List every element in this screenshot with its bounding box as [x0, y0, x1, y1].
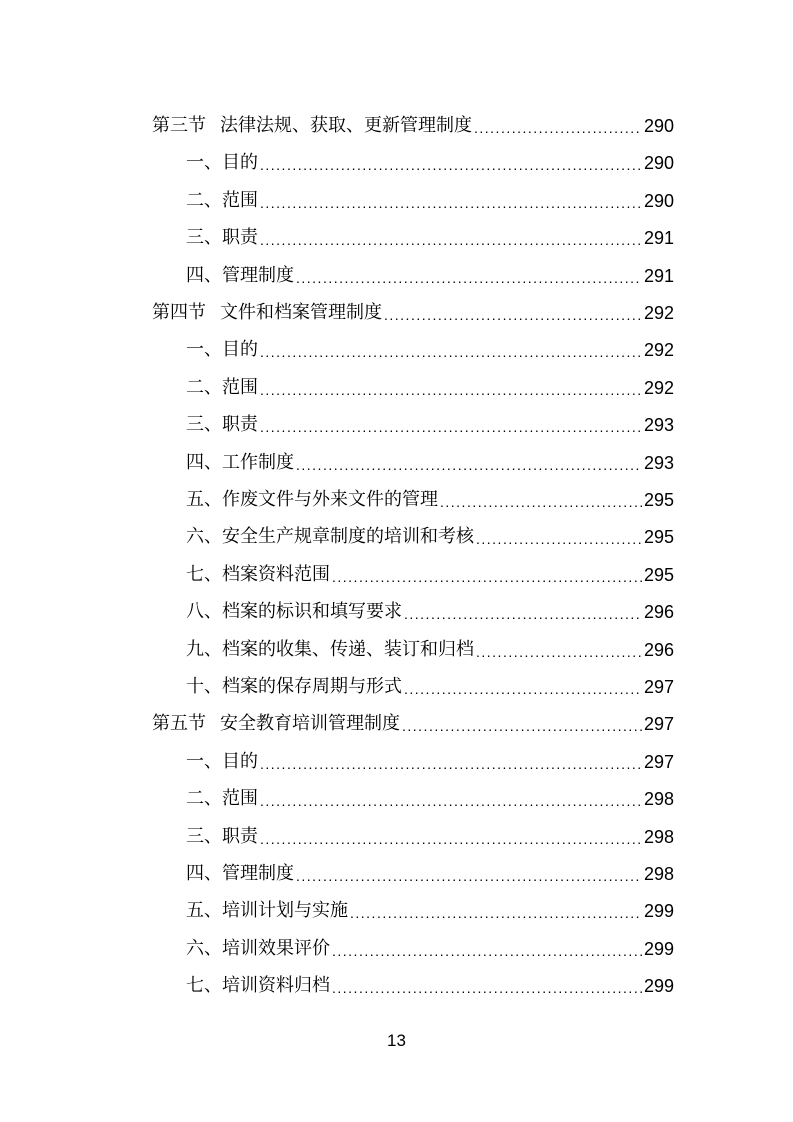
- toc-entry-number: 一、: [186, 750, 222, 772]
- toc-entry-number: 第三节: [152, 115, 206, 136]
- dot-leader: [260, 830, 642, 848]
- toc-entry-number: 九、: [186, 638, 222, 660]
- toc-entry-title: 档案的收集、传递、装订和归档: [222, 638, 474, 660]
- toc-entry-number: 二、: [186, 189, 222, 211]
- toc-item-entry[interactable]: [186, 736, 674, 773]
- toc-item-entry[interactable]: [186, 885, 674, 922]
- toc-entry-title: 目的: [222, 339, 258, 361]
- dot-leader: [476, 530, 642, 548]
- dot-leader: [332, 568, 642, 586]
- dot-leader: [260, 194, 642, 212]
- toc-entry-title: 培训资料归档: [222, 975, 330, 997]
- toc-entry-title: 作废文件与外来文件的管理: [222, 489, 438, 510]
- toc-entry-number: 一、: [186, 339, 222, 361]
- toc-entry-number: 一、: [186, 152, 222, 174]
- dot-leader: [296, 269, 642, 287]
- toc-entry-number: 七、: [186, 563, 222, 585]
- toc-item-entry[interactable]: [186, 773, 674, 810]
- toc-entry-page: 299: [643, 976, 674, 997]
- toc-entry-number: 四、: [186, 264, 222, 286]
- toc-entry-number: 三、: [186, 227, 222, 249]
- toc-item-entry[interactable]: [186, 399, 674, 436]
- toc-item-entry[interactable]: [186, 586, 674, 623]
- toc-entry-title: 范围: [222, 788, 258, 810]
- toc-entry-title: 工作制度: [222, 451, 294, 473]
- toc-entry-page: 296: [643, 602, 674, 623]
- toc-entry-page: 298: [643, 826, 674, 847]
- toc-section-entry[interactable]: [152, 287, 674, 324]
- toc-entry-title: 安全教育培训管理制度: [220, 713, 400, 735]
- toc-entry-title: 管理制度: [222, 863, 294, 884]
- toc-entry-number: 四、: [186, 863, 222, 884]
- toc-entry-page: 298: [643, 864, 674, 884]
- toc-item-entry[interactable]: [186, 212, 674, 249]
- toc-entry-page: 295: [643, 527, 674, 548]
- toc-item-entry[interactable]: [186, 848, 674, 885]
- dot-leader: [332, 979, 642, 997]
- toc-entry-page: 293: [643, 415, 674, 436]
- dot-leader: [440, 493, 642, 511]
- toc-entry-title: 管理制度: [222, 264, 294, 286]
- dot-leader: [296, 456, 642, 474]
- toc-item-entry[interactable]: [186, 474, 674, 511]
- toc-item-entry[interactable]: [186, 549, 674, 586]
- toc-item-entry[interactable]: [186, 437, 674, 474]
- toc-entry-number: 六、: [186, 526, 222, 548]
- toc-entry-number: 二、: [186, 376, 222, 398]
- toc-entry-title: 职责: [222, 227, 258, 249]
- toc-entry-page: 290: [643, 116, 674, 136]
- toc-entry-number: 四、: [186, 451, 222, 473]
- toc-entry-page: 292: [643, 340, 674, 361]
- toc-entry-number: 三、: [186, 825, 222, 847]
- toc-entry-title: 范围: [222, 376, 258, 398]
- toc-section-entry[interactable]: [152, 100, 674, 137]
- toc-entry-page: 292: [643, 303, 674, 323]
- toc-entry-page: 295: [643, 490, 674, 510]
- toc-entry-number: 三、: [186, 414, 222, 436]
- toc-entry-page: 299: [643, 901, 674, 922]
- toc-entry-title: 安全生产规章制度的培训和考核: [222, 526, 474, 548]
- dot-leader: [260, 231, 642, 249]
- toc-item-entry[interactable]: [186, 624, 674, 661]
- toc-entry-title: 目的: [222, 152, 258, 174]
- toc-entry-title: 档案的标识和填写要求: [222, 601, 402, 623]
- toc-entry-page: 291: [643, 265, 674, 286]
- toc-entry-number: 八、: [186, 601, 222, 623]
- toc-entry-title: 目的: [222, 750, 258, 772]
- toc-entry-title: 职责: [222, 414, 258, 436]
- page-number: 13: [387, 1031, 406, 1050]
- toc-entry-page: 290: [643, 190, 674, 211]
- toc-entry-page: 297: [643, 677, 674, 697]
- toc-entry-number: 二、: [186, 788, 222, 810]
- toc-item-entry[interactable]: [186, 250, 674, 287]
- toc-entry-page: 298: [643, 789, 674, 810]
- toc-entry-title: 范围: [222, 189, 258, 211]
- toc-item-entry[interactable]: [186, 661, 674, 698]
- toc-entry-page: 299: [643, 938, 674, 959]
- toc-item-entry[interactable]: [186, 324, 674, 361]
- dot-leader: [260, 755, 642, 773]
- dot-leader: [260, 792, 642, 810]
- toc-entry-number: 五、: [186, 900, 222, 922]
- dot-leader: [260, 156, 642, 174]
- toc-entry-title: 法律法规、获取、更新管理制度: [220, 115, 472, 136]
- toc-section-entry[interactable]: [152, 698, 674, 735]
- toc-entry-number: 七、: [186, 975, 222, 997]
- toc-entry-title: 档案资料范围: [222, 563, 330, 585]
- toc-entry-page: 296: [643, 639, 674, 660]
- dot-leader: [350, 904, 642, 922]
- toc-entry-number: 五、: [186, 489, 222, 510]
- toc-entry-title: 职责: [222, 825, 258, 847]
- dot-leader: [332, 942, 642, 960]
- toc-entry-number: 第四节: [152, 302, 206, 323]
- dot-leader: [404, 680, 642, 698]
- toc-entry-number: 六、: [186, 937, 222, 959]
- toc-item-entry[interactable]: [186, 811, 674, 848]
- toc-item-entry[interactable]: [186, 960, 674, 997]
- toc-entry-page: 292: [643, 377, 674, 398]
- toc-item-entry[interactable]: [186, 175, 674, 212]
- dot-leader: [476, 643, 642, 661]
- toc-entry-page: 297: [643, 751, 674, 772]
- toc-entry-number: 第五节: [152, 713, 206, 735]
- dot-leader: [296, 867, 642, 885]
- dot-leader: [384, 306, 642, 324]
- dot-leader: [402, 717, 642, 735]
- dot-leader: [260, 381, 642, 399]
- toc-entry-title: 培训效果评价: [222, 937, 330, 959]
- dot-leader: [260, 343, 642, 361]
- toc-entry-title: 培训计划与实施: [222, 900, 348, 922]
- toc-entry-number: 十、: [186, 676, 222, 697]
- toc-entry-page: 297: [643, 714, 674, 735]
- toc-item-entry[interactable]: [186, 137, 674, 174]
- toc-item-entry[interactable]: [186, 923, 674, 960]
- toc-entry-page: 295: [643, 564, 674, 585]
- dot-leader: [260, 418, 642, 436]
- toc-entry-title: 档案的保存周期与形式: [222, 676, 402, 697]
- toc-entry-page: 293: [643, 452, 674, 473]
- toc-entry-page: 290: [643, 153, 674, 174]
- dot-leader: [404, 605, 642, 623]
- toc-entry-title: 文件和档案管理制度: [220, 302, 382, 323]
- dot-leader: [474, 119, 642, 137]
- toc-item-entry[interactable]: [186, 362, 674, 399]
- toc-item-entry[interactable]: [186, 511, 674, 548]
- toc-entry-page: 291: [643, 228, 674, 249]
